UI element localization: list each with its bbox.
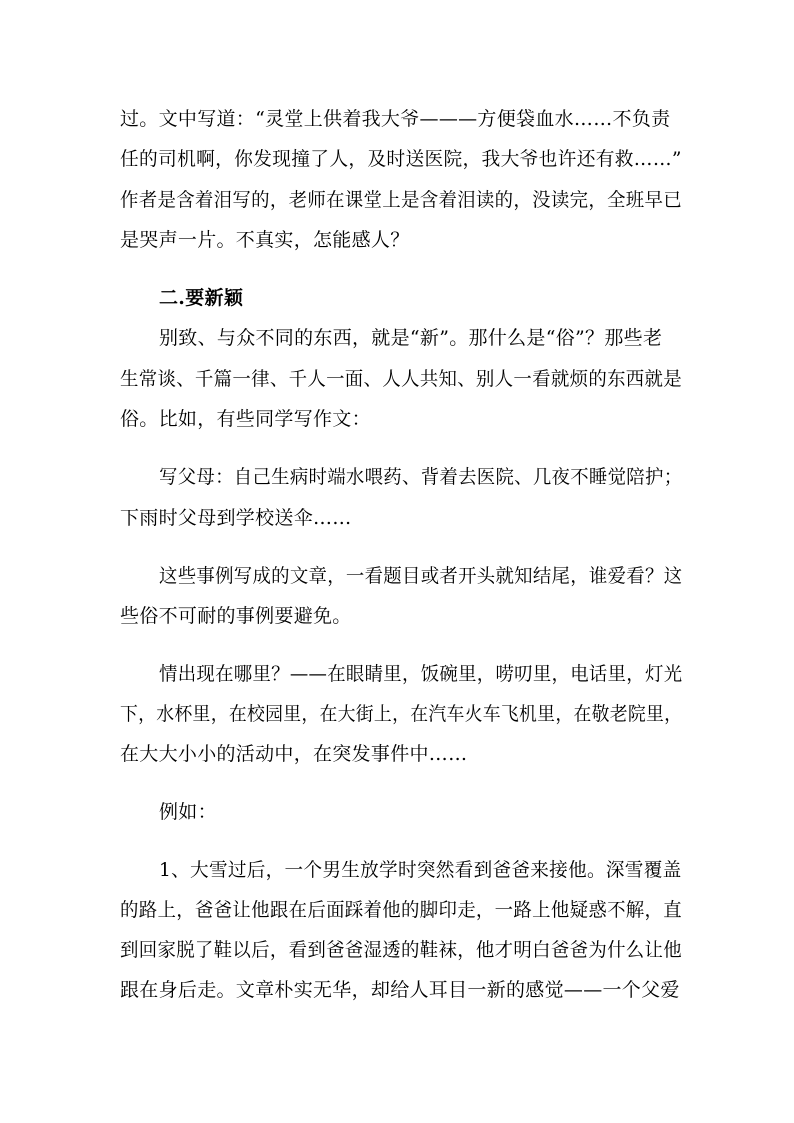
paragraph-line: 跟在身后走。文章朴实无华，却给人耳目一新的感觉——一个父爱 <box>120 979 680 1001</box>
section-heading: 二.要新颖 <box>159 287 244 309</box>
paragraph-line: 写父母：自己生病时端水喂药、背着去医院、几夜不睡觉陪护； <box>159 466 683 488</box>
paragraph-line: 例如： <box>159 801 217 823</box>
paragraph-line: 生常谈、千篇一律、千人一面、人人共知、别人一看就烦的东西就是 <box>120 368 683 390</box>
paragraph-line: 到回家脱了鞋以后，看到爸爸湿透的鞋袜，他才明白爸爸为什么让他 <box>120 939 683 961</box>
paragraph-line: 俗。比如，有些同学写作文： <box>120 408 371 430</box>
paragraph-line: 过。文中写道：“灵堂上供着我大爷———方便袋血水……不负责 <box>120 108 671 130</box>
paragraph-line: 任的司机啊，你发现撞了人，及时送医院，我大爷也许还有救……” <box>120 148 682 170</box>
paragraph-line: 的路上，爸爸让他跟在后面踩着他的脚印走，一路上他疑惑不解，直 <box>120 899 683 921</box>
paragraph-line: 作者是含着泪写的，老师在课堂上是含着泪读的，没读完，全班早已 <box>120 189 683 211</box>
paragraph-line: 1、大雪过后，一个男生放学时突然看到爸爸来接他。深雪覆盖 <box>159 859 682 881</box>
paragraph-line: 些俗不可耐的事例要避免。 <box>120 605 352 627</box>
paragraph-line: 情出现在哪里？——在眼睛里，饭碗里，唠叨里，电话里，灯光 <box>159 663 683 685</box>
paragraph-line: 这些事例写成的文章，一看题目或者开头就知结尾，谁爱看？这 <box>159 565 683 587</box>
paragraph-line: 是哭声一片。不真实，怎能感人？ <box>120 229 410 251</box>
paragraph-line: 下雨时父母到学校送伞…… <box>120 507 352 529</box>
paragraph-line: 别致、与众不同的东西，就是“新”。那什么是“俗”？那些老 <box>159 327 663 349</box>
paragraph-line: 在大大小小的活动中，在突发事件中…… <box>120 743 468 765</box>
paragraph-line: 下，水杯里，在校园里，在大街上，在汽车火车飞机里，在敬老院里， <box>120 703 683 725</box>
